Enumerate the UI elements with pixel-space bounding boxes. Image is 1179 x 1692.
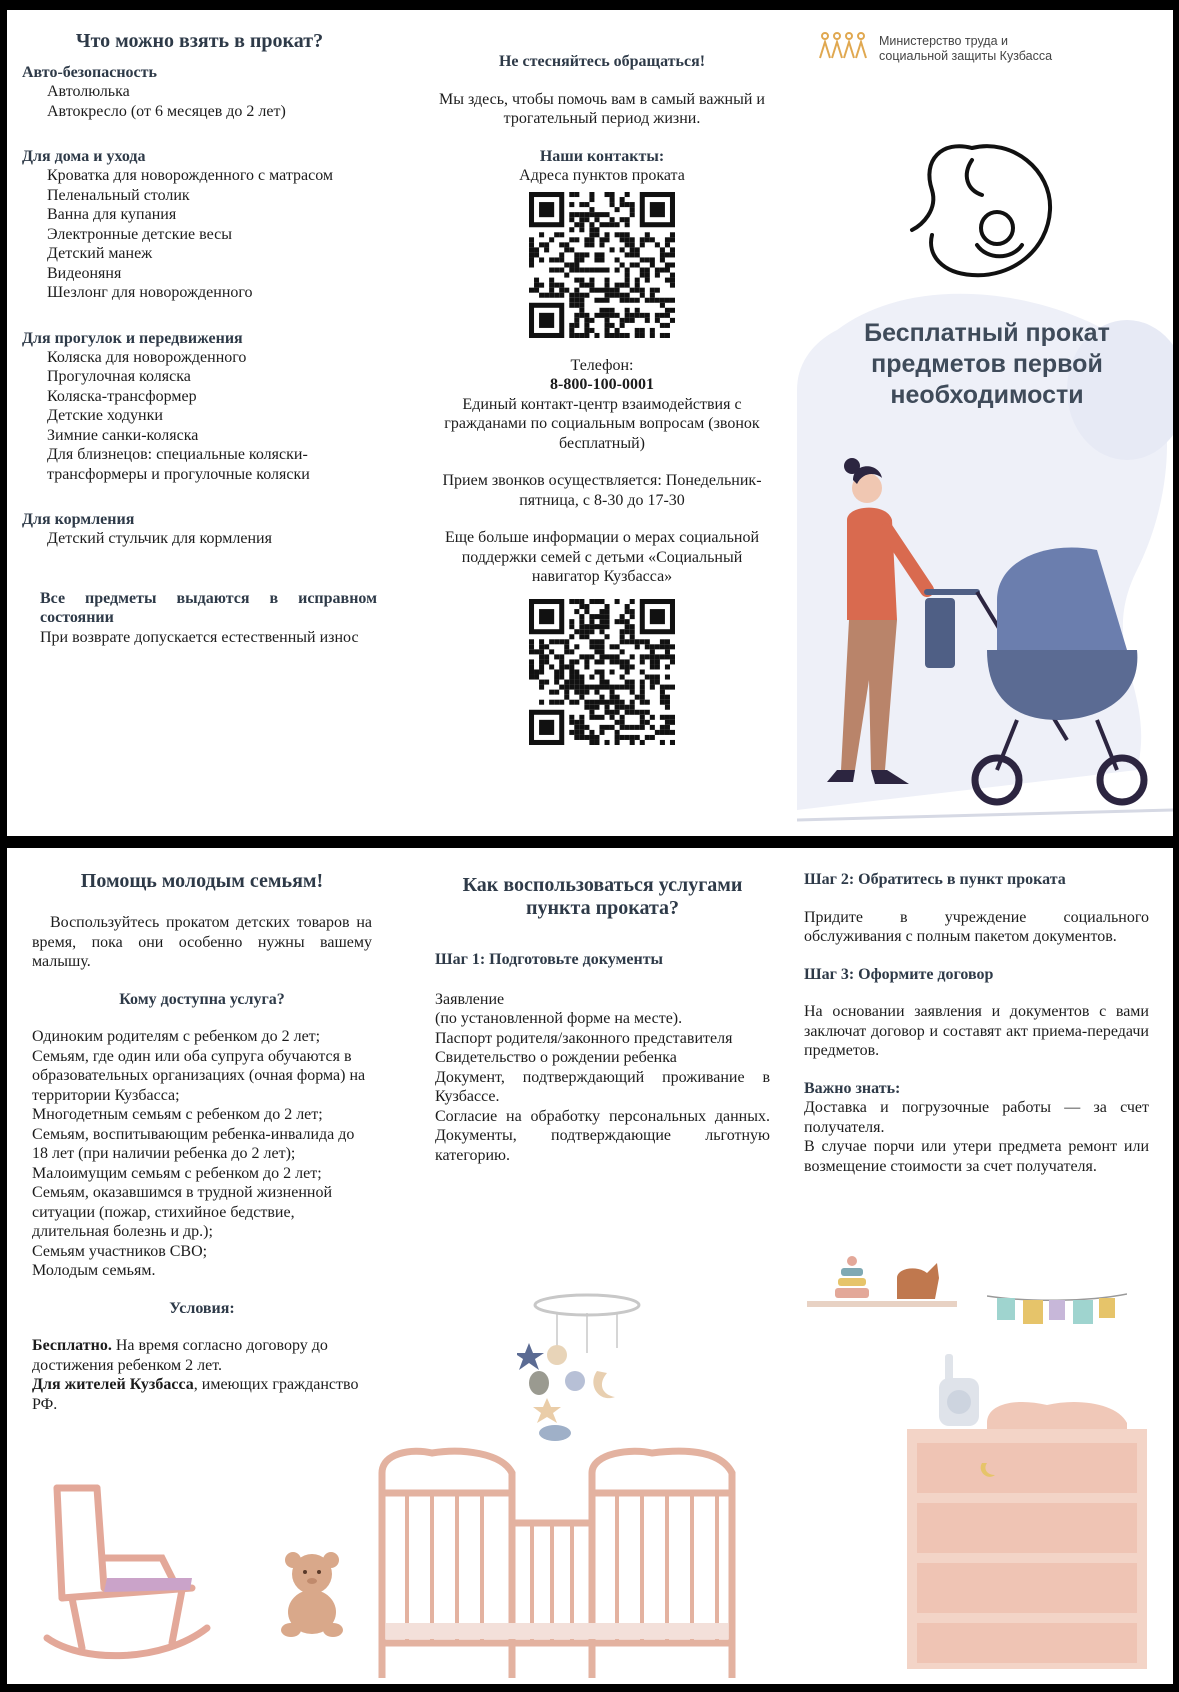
list-item: Малоимущим семьям с ребенком до 2 лет; xyxy=(32,1164,322,1182)
document-item: Заявление xyxy=(435,990,505,1008)
category-item: Автолюлька xyxy=(47,83,130,100)
bottom-panel xyxy=(7,848,1173,1684)
category-item: Автокресло (от 6 месяцев до 2 лет) xyxy=(47,102,286,120)
condition-2 xyxy=(32,1375,372,1414)
category-item: Зимние санки-коляска xyxy=(47,426,199,444)
conditions-heading: Условия: xyxy=(169,1299,235,1317)
how-to-title: Как воспользоваться услугами пункта проката? xyxy=(462,874,743,919)
teddy-bear-icon xyxy=(277,1548,347,1638)
note-block xyxy=(22,589,377,648)
category-item: Коляска для новорожденного xyxy=(47,348,247,366)
list-item: Молодым семьям. xyxy=(32,1262,156,1279)
top-panel xyxy=(7,10,1173,836)
contacts-heading: Наши контакты: xyxy=(539,147,665,165)
rental-items-column xyxy=(22,30,377,647)
more-info: Еще больше информации о мерах социальной поддержки семей с детьми «Социальный навигатор Кузбасса» xyxy=(444,529,760,585)
how-to-column xyxy=(435,874,770,1165)
list-item: Семьям участников СВО; xyxy=(32,1242,208,1260)
document-item: (по установленной форме на месте). xyxy=(435,1010,683,1027)
document-item: Свидетельство о рождении ребенка xyxy=(435,1049,677,1066)
rocking-chair-icon xyxy=(42,1478,212,1668)
ministry-name: Министерство труда и социальной защиты Кузбасса xyxy=(879,34,1053,63)
mobile-toy-icon xyxy=(517,1293,647,1443)
note-bold: Все предметы выдаются в исправном состоянии xyxy=(40,589,377,626)
category-item: Для близнецов: специальные коляски-трансформеры и прогулочные коляски xyxy=(47,446,310,483)
important-item: Доставка и погрузочные работы — за счет получателя. xyxy=(804,1099,1149,1136)
condition-1-text: На время согласно договору до достижения ребенком 2 лет. xyxy=(32,1337,328,1374)
shelf-toys-icon xyxy=(807,1243,957,1313)
category-item: Электронные детские весы xyxy=(47,225,232,243)
clothesline-icon xyxy=(987,1288,1127,1338)
who-heading: Кому доступна услуга? xyxy=(119,990,285,1008)
category-heading: Для прогулок и передвижения xyxy=(22,329,243,347)
call-hours: Прием звонков осуществляется: Понедельник-пятница, с 8-30 до 17-30 xyxy=(442,472,762,509)
families-column xyxy=(32,870,372,1414)
step-2-text: Придите в учреждение социального обслуживания с полным пакетом документов. xyxy=(804,908,1149,945)
cover-title: Бесплатный прокат предметов первой необходимости xyxy=(864,319,1110,409)
category-heading: Для дома и ухода xyxy=(22,148,146,165)
category-item: Детский стульчик для кормления xyxy=(47,530,272,547)
contact-heading: Не стесняйтесь обращаться! xyxy=(498,53,706,70)
category-list xyxy=(22,63,377,549)
who-list xyxy=(32,1027,372,1281)
rental-items-title: Что можно взять в прокат? xyxy=(75,30,324,52)
list-item: Семьям, воспитывающим ребенка-инвалида до 18 лет (при наличии ребенка до 2 лет); xyxy=(32,1125,355,1162)
document-item: Документ, подтверждающий проживание в Кузбассе. xyxy=(435,1068,770,1105)
ministry-logo-icon xyxy=(817,30,869,60)
category-item: Ванна для купания xyxy=(47,206,177,223)
important-item: В случае порчи или утери предмета ремонт или возмещение стоимости за счет получателя. xyxy=(804,1138,1149,1175)
important-list xyxy=(804,1098,1149,1176)
phone-label: Телефон: xyxy=(570,356,634,374)
list-item: Семьям, где один или оба супруга обучаются в образовательных организациях (очная форма) на территории Кузбасса; xyxy=(32,1047,366,1104)
list-item: Одиноким родителям с ребенком до 2 лет; xyxy=(32,1028,321,1045)
category-item: Коляска-трансформер xyxy=(47,387,197,405)
cover-column xyxy=(797,10,1173,836)
documents-list xyxy=(435,990,770,1166)
step-3-text: На основании заявления и документов с вами заключат договор и составят акт приема-передачи предметов. xyxy=(804,1003,1149,1059)
step-1-heading: Шаг 1: Подготовьте документы xyxy=(435,951,664,968)
crib-icon xyxy=(372,1433,787,1683)
note-text: При возврате допускается естественный износ xyxy=(40,628,359,646)
families-title: Помощь молодым семьям! xyxy=(80,870,324,892)
woman-stroller-icon xyxy=(797,450,1173,830)
condition-1 xyxy=(32,1336,372,1375)
phone-number[interactable]: 8-800-100-0001 xyxy=(550,376,654,393)
category-item: Шезлонг для новорожденного xyxy=(47,284,253,301)
contacts-column xyxy=(437,52,767,745)
steps-column xyxy=(804,870,1149,1176)
mother-child-icon xyxy=(902,130,1062,290)
condition-1-bold: Бесплатно. xyxy=(32,1337,112,1354)
category-heading: Авто-безопасность xyxy=(22,64,157,81)
document-item: Согласие на обработку персональных данных. Документы, подтверждающие льготную категорию. xyxy=(435,1107,770,1164)
contact-intro: Мы здесь, чтобы помочь вам в самый важный и трогательный период жизни. xyxy=(439,90,765,127)
category-heading: Для кормления xyxy=(22,511,135,528)
category-item: Кроватка для новорожденного с матрасом xyxy=(47,167,334,184)
category-item: Пеленальный столик xyxy=(47,186,190,204)
category-item: Детские ходунки xyxy=(47,407,163,424)
contacts-sub: Адреса пунктов проката xyxy=(519,167,685,184)
step-2-heading: Шаг 2: Обратитесь в пункт проката xyxy=(804,871,1066,888)
condition-2-bold: Для жителей Кузбасса xyxy=(32,1376,194,1393)
list-item: Многодетным семьям с ребенком до 2 лет; xyxy=(32,1106,323,1123)
document-item: Паспорт родителя/законного представителя xyxy=(435,1029,733,1047)
dresser-icon xyxy=(907,1393,1157,1673)
category-item: Детский манеж xyxy=(47,245,153,262)
qr-code-icon[interactable] xyxy=(529,192,675,338)
condition-2-text: , имеющих гражданство РФ. xyxy=(32,1376,359,1413)
important-heading: Важно знать: xyxy=(804,1079,901,1097)
phone-desc: Единый контакт-центр взаимодействия с гражданами по социальным вопросам (звонок бесплатный) xyxy=(444,395,760,452)
qr-code-icon[interactable] xyxy=(529,599,675,745)
category-item: Прогулочная коляска xyxy=(47,368,191,385)
category-item: Видеоняня xyxy=(47,264,122,282)
step-3-heading: Шаг 3: Оформите договор xyxy=(804,965,994,983)
list-item: Семьям, оказавшимся в трудной жизненной ситуации (пожар, стихийное бедствие, длительная болезнь и др.); xyxy=(32,1184,333,1240)
families-intro: Воспользуйтесь прокатом детских товаров на время, пока они особенно нужны вашему малышу. xyxy=(32,914,372,970)
